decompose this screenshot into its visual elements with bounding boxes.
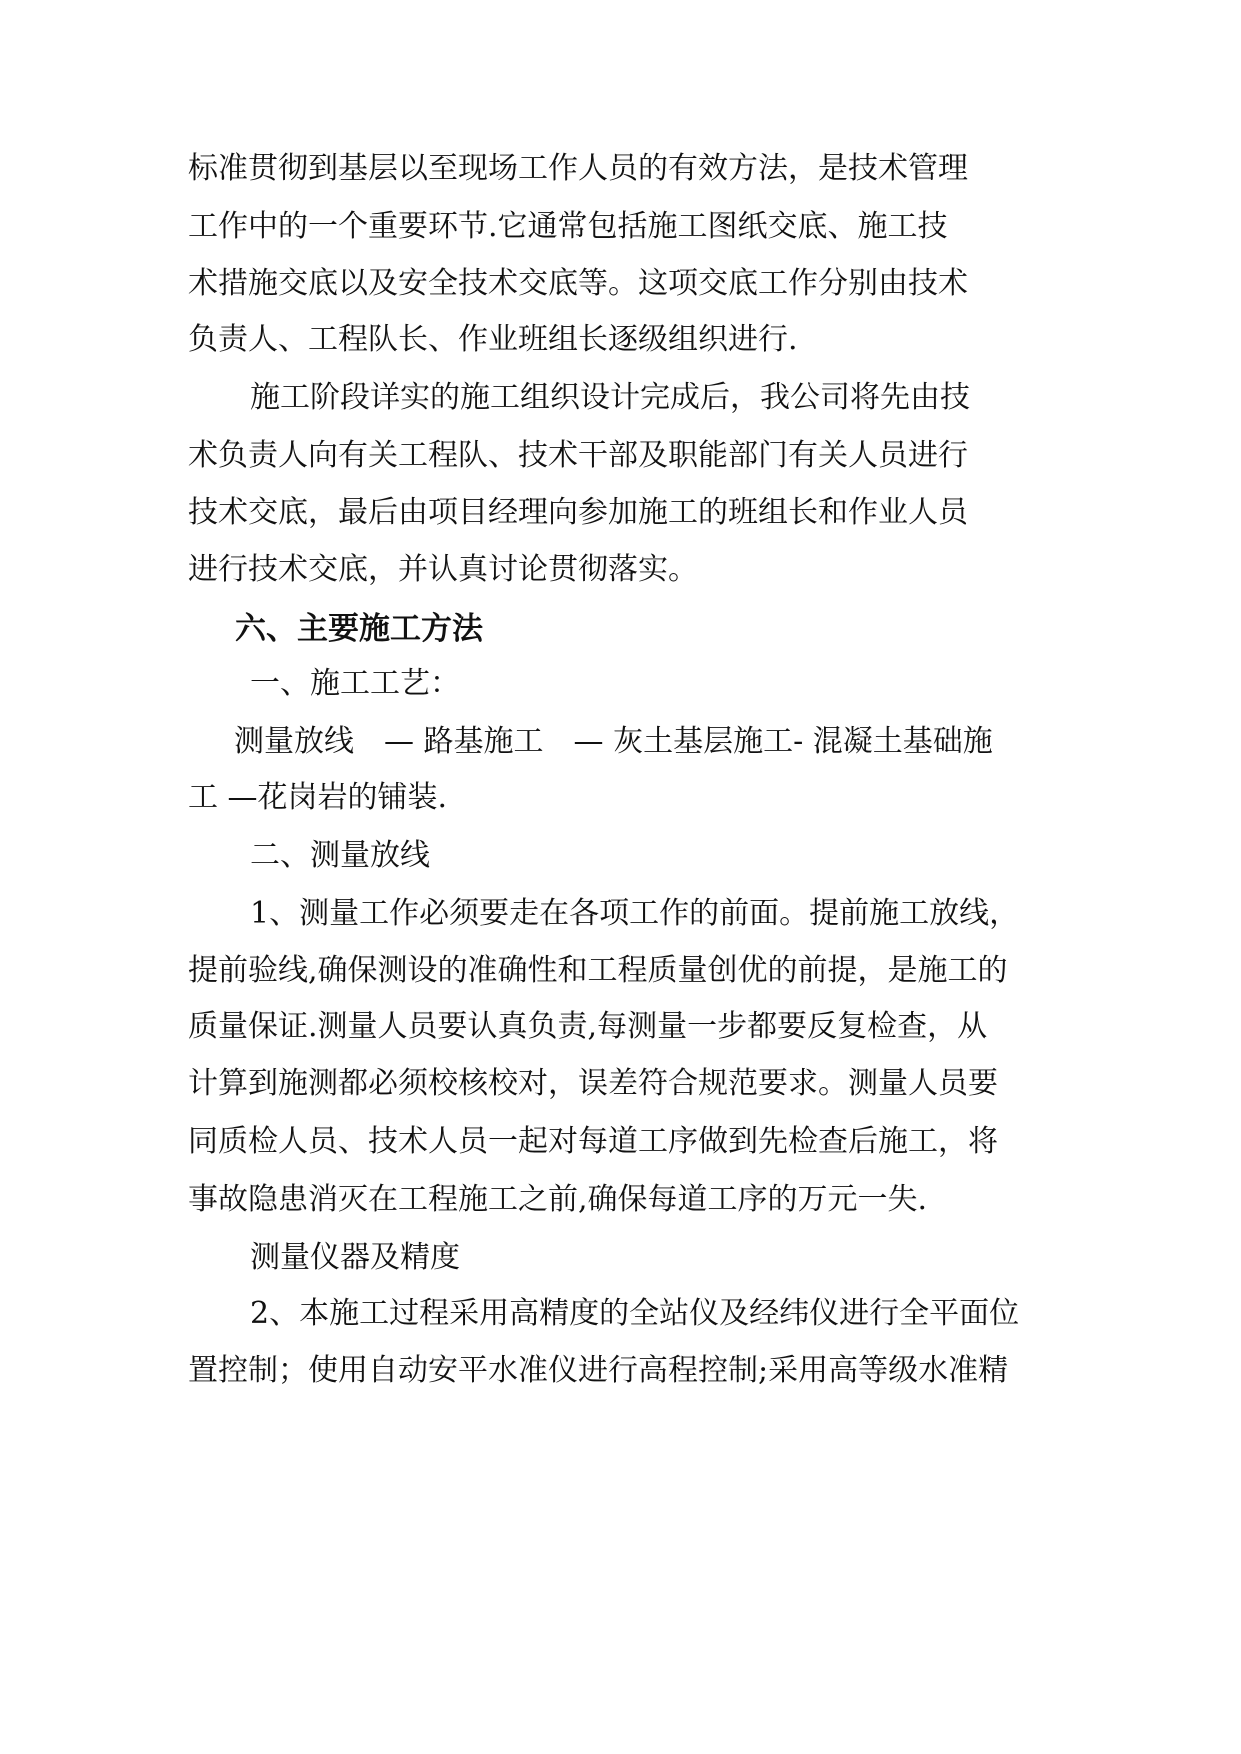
- paragraph-first-line: 1、测量工作必须要走在各项工作的前面。提前施工放线，: [250, 896, 1020, 931]
- body-text-line: 事故隐患消灭在工程施工之前,确保每道工序的万元一失.: [188, 1182, 928, 1217]
- body-text-line: 技术交底，最后由项目经理向参加施工的班组长和作业人员: [188, 495, 968, 530]
- subsection-heading: 二、测量放线: [250, 838, 430, 873]
- subsection-heading: 测量仪器及精度: [250, 1240, 460, 1275]
- body-text-line: 术措施交底以及安全技术交底等。这项交底工作分别由技术: [188, 266, 968, 301]
- body-text-line: 提前验线,确保测设的准确性和工程质量创优的前提，是施工的: [188, 953, 1008, 988]
- body-text-line: 术负责人向有关工程队、技术干部及职能部门有关人员进行: [188, 438, 968, 473]
- body-text-line: 计算到施测都必须校核校对，误差符合规范要求。测量人员要: [188, 1066, 998, 1101]
- body-text-line: 置控制；使用自动安平水准仪进行高程控制;采用高等级水准精: [188, 1353, 1009, 1388]
- body-text-line: 工作中的一个重要环节.它通常包括施工图纸交底、施工技: [188, 209, 948, 244]
- body-text-line: 标准贯彻到基层以至现场工作人员的有效方法，是技术管理: [188, 151, 968, 186]
- process-flow-line: 测量放线 — 路基施工 — 灰土基层施工- 混凝土基础施: [234, 724, 993, 759]
- process-flow-line: 工 —花岗岩的铺装.: [188, 780, 448, 815]
- body-text-line: 同质检人员、技术人员一起对每道工序做到先检查后施工，将: [188, 1124, 998, 1159]
- body-text-line: 负责人、工程队长、作业班组长逐级组织进行.: [188, 322, 798, 357]
- body-text-line: 质量保证.测量人员要认真负责,每测量一步都要反复检查，从: [188, 1009, 988, 1044]
- section-heading: 六、主要施工方法: [235, 611, 483, 647]
- body-text-line: 进行技术交底，并认真讨论贯彻落实。: [188, 552, 698, 587]
- subsection-heading: 一、施工工艺：: [250, 666, 460, 701]
- paragraph-first-line: 施工阶段详实的施工组织设计完成后，我公司将先由技: [250, 380, 970, 415]
- paragraph-first-line: 2、本施工过程采用高精度的全站仪及经纬仪进行全平面位: [250, 1296, 1020, 1331]
